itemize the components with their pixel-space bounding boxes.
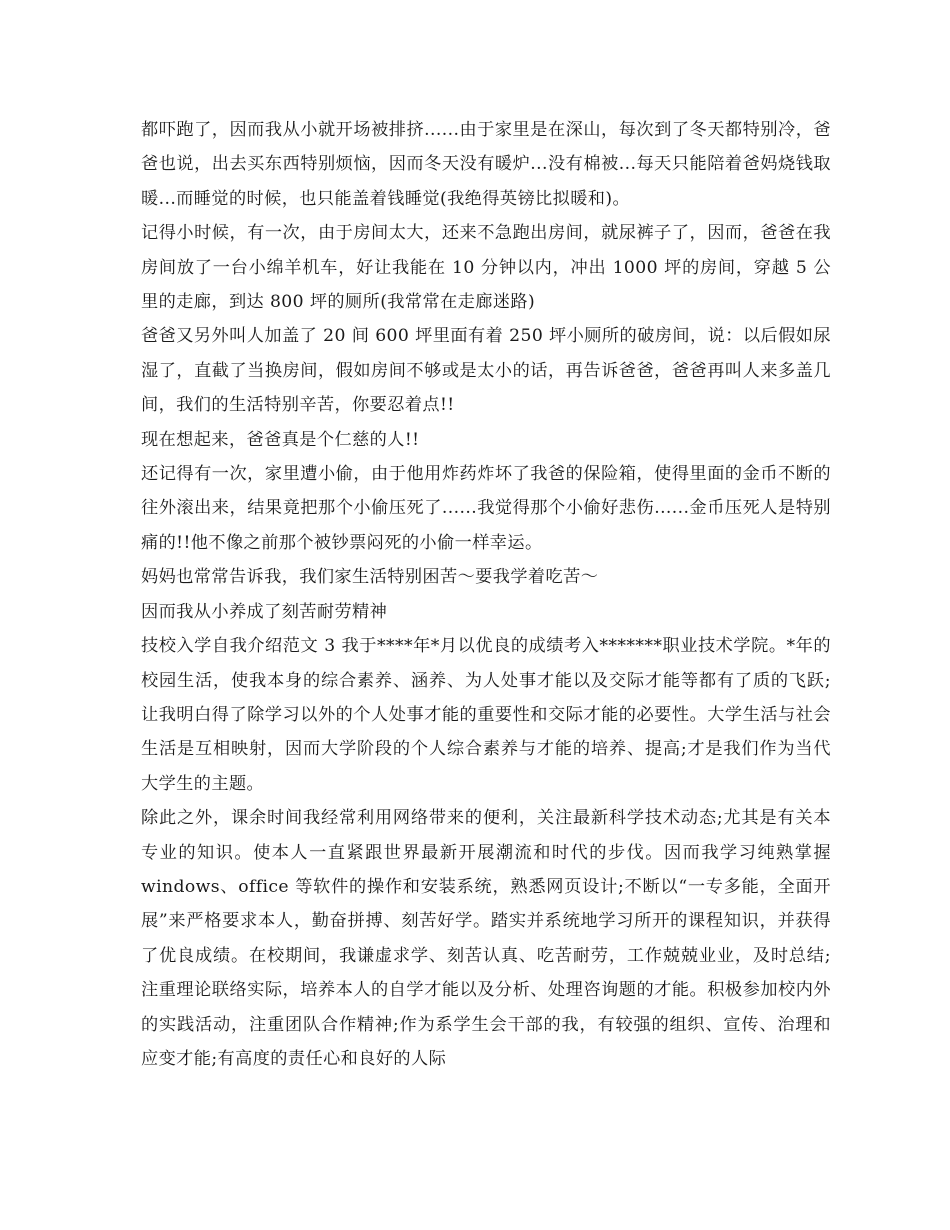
paragraph-6: 妈妈也常常告诉我，我们家生活特别困苦～要我学着吃苦～ <box>141 567 599 588</box>
paragraph-8: 技校入学自我介绍范文 3 我于****年*月以优良的成绩考入*******职业技术学院。*年的校园生活，使我本身的综合素养、涵养、为人处事才能以及交际才能等都有了质的飞跃;让我明白得了除学习以外的个人处事才能的重要性和交际才能的必要性。大学生活与社会生活是互相映射，因而大学阶段的个人综合素养与才能的培养、提高;才是我们作为当代大学生的主题。 <box>141 636 831 794</box>
paragraph-5: 还记得有一次，家里遭小偷，由于他用炸药炸坏了我爸的保险箱，使得里面的金币不断的往外滚出来，结果竟把那个小偷压死了......我觉得那个小偷好悲伤......金币压死人是特别痛的!!他不像之前那个被钞票闷死的小偷一样幸运。 <box>141 464 831 553</box>
paragraph-4: 现在想起来，爸爸真是个仁慈的人!! <box>141 429 420 450</box>
document-body <box>141 113 831 1076</box>
paragraph-3: 爸爸又另外叫人加盖了 20 间 600 坪里面有着 250 坪小厕所的破房间，说：以后假如尿湿了，直截了当换房间，假如房间不够或是太小的话，再告诉爸爸，爸爸再叫人来多盖几间，我们的生活特别辛苦，你要忍着点!! <box>141 326 831 416</box>
paragraph-9: 除此之外，课余时间我经常利用网络带来的便利，关注最新科学技术动态;尤其是有关本专业的知识。使本人一直紧跟世界最新开展潮流和时代的步伐。因而我学习纯熟掌握 windows、office 等软件的操作和安装系统，熟悉网页设计;不断以“一专多能，全面开展”来严格要求本人，勤奋拼搏、刻苦好学。踏实并系统地学习所开的课程知识，并获得了优良成绩。在校期间，我谦虚求学、刻苦认真、吃苦耐劳，工作兢兢业业，及时总结;注重理论联络实际，培养本人的自学才能以及分析、处理咨询题的才能。积极参加校内外的实践活动，注重团队合作精神;作为系学生会干部的我，有较强的组织、宣传、治理和应变才能;有高度的责任心和良好的人际 <box>141 808 831 1069</box>
paragraph-2: 记得小时候，有一次，由于房间太大，还来不急跑出房间，就尿裤子了，因而，爸爸在我房间放了一台小绵羊机车，好让我能在 10 分钟以内，冲出 1000 坪的房间，穿越 5 公里的走廊，到达 800 坪的厕所(我常常在走廊迷路) <box>141 223 831 313</box>
paragraph-7: 因而我从小养成了刻苦耐劳精神 <box>141 601 388 622</box>
paragraph-1: 都吓跑了，因而我从小就开场被排挤......由于家里是在深山，每次到了冬天都特别冷，爸爸也说，出去买东西特别烦恼，因而冬天没有暖炉...没有棉被...每天只能陪着爸妈烧钱取暖...而睡觉的时候，也只能盖着钱睡觉(我绝得英镑比拟暖和)。 <box>141 120 831 209</box>
